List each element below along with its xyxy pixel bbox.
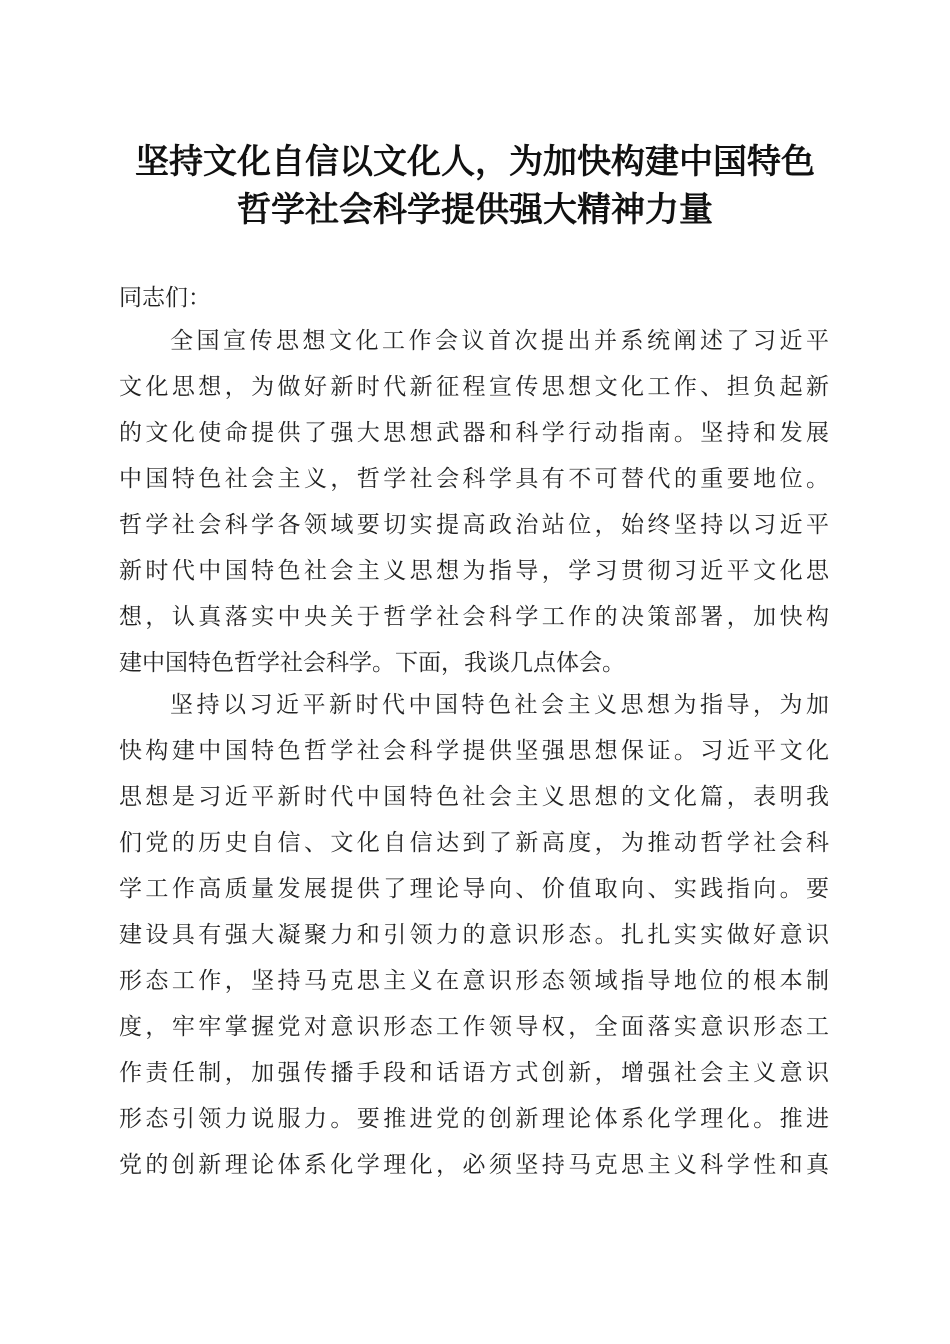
paragraph-line: 思想是习近平新时代中国特色社会主义思想的文化篇，表明我 — [119, 784, 829, 810]
paragraph-line: 文化思想，为做好新时代新征程宣传思想文化工作、担负起新 — [119, 374, 829, 400]
paragraph-line: 建中国特色哲学社会科学。下面，我谈几点体会。 — [119, 650, 625, 676]
paragraph-line: 的文化使命提供了强大思想武器和科学行动指南。坚持和发展 — [119, 420, 829, 446]
paragraph-line: 中国特色社会主义，哲学社会科学具有不可替代的重要地位。 — [119, 466, 829, 492]
title-line: 哲学社会科学提供强大精神力量 — [237, 190, 713, 230]
paragraph-line: 建设具有强大凝聚力和引领力的意识形态。扎扎实实做好意识 — [119, 922, 829, 948]
paragraph-line: 学工作高质量发展提供了理论导向、价值取向、实践指向。要 — [119, 876, 829, 902]
paragraph-line: 快构建中国特色哲学社会科学提供坚强思想保证。习近平文化 — [119, 738, 829, 764]
paragraph-line: 坚持以习近平新时代中国特色社会主义思想为指导，为加 — [170, 692, 829, 718]
paragraph-line: 形态引领力说服力。要推进党的创新理论体系化学理化。推进 — [119, 1106, 829, 1132]
paragraph-line: 形态工作，坚持马克思主义在意识形态领域指导地位的根本制 — [119, 968, 829, 994]
paragraph-1 — [119, 318, 829, 686]
salutation: 同志们： — [119, 285, 211, 311]
paragraph-line: 全国宣传思想文化工作会议首次提出并系统阐述了习近平 — [170, 328, 829, 354]
paragraph-line: 们党的历史自信、文化自信达到了新高度，为推动哲学社会科 — [119, 830, 829, 856]
paragraph-line: 党的创新理论体系化学理化，必须坚持马克思主义科学性和真 — [119, 1152, 829, 1178]
paragraph-line: 新时代中国特色社会主义思想为指导，学习贯彻习近平文化思 — [119, 558, 829, 584]
paragraph-2 — [119, 682, 829, 1188]
paragraph-line: 作责任制，加强传播手段和话语方式创新，增强社会主义意识 — [119, 1060, 829, 1086]
title-line: 坚持文化自信以文化人，为加快构建中国特色 — [135, 142, 815, 182]
paragraph-line: 度，牢牢掌握党对意识形态工作领导权，全面落实意识形态工 — [119, 1014, 829, 1040]
paragraph-line: 想，认真落实中央关于哲学社会科学工作的决策部署，加快构 — [119, 604, 829, 630]
paragraph-line: 哲学社会科学各领域要切实提高政治站位，始终坚持以习近平 — [119, 512, 829, 538]
document-title — [100, 138, 850, 234]
